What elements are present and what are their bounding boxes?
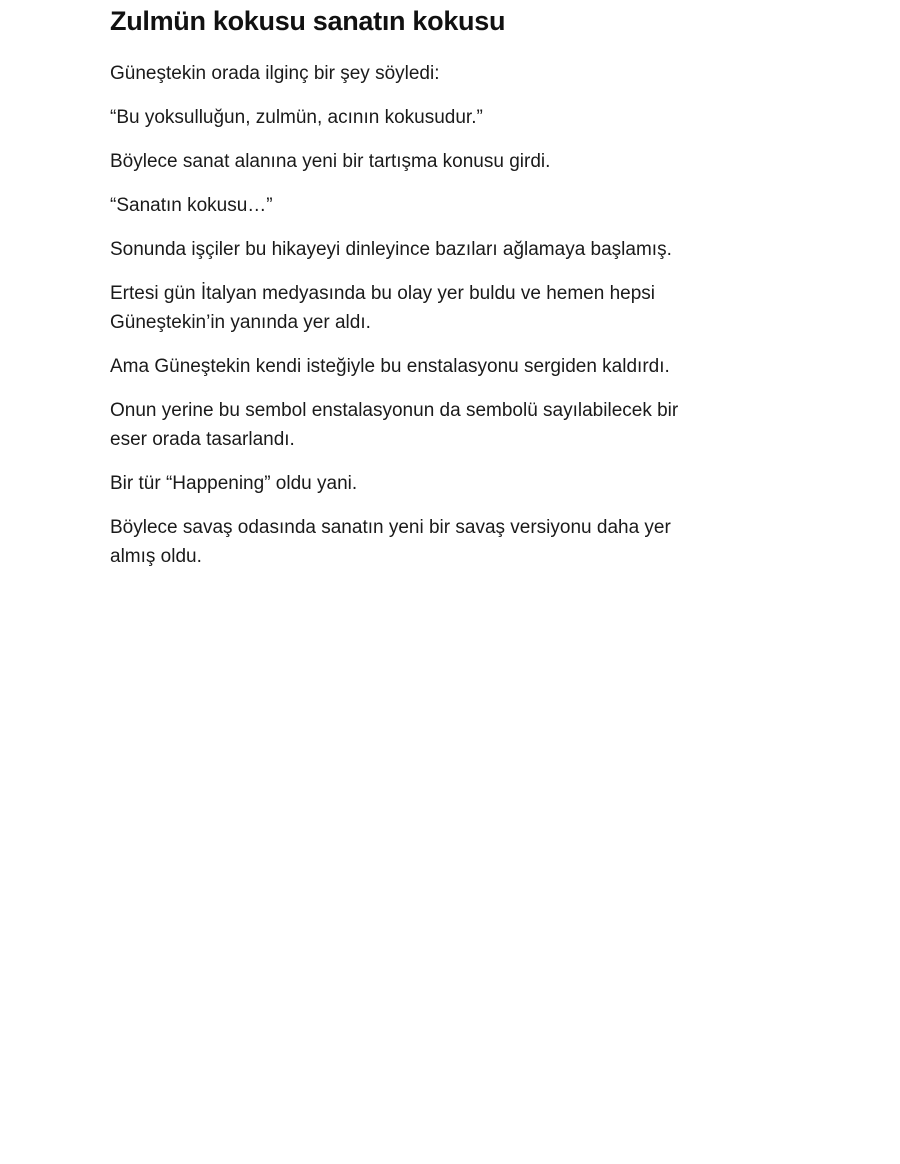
article-heading: Zulmün kokusu sanatın kokusu: [110, 6, 506, 36]
paragraph: Böylece sanat alanına yeni bir tartışma konusu girdi.: [110, 151, 551, 172]
paragraph: Böylece savaş odasında sanatın yeni bir savaş versiyonu daha yer almış oldu.: [110, 517, 671, 567]
paragraph: Bir tür “Happening” oldu yani.: [110, 473, 358, 494]
paragraph: Onun yerine bu sembol enstalasyonun da sembolü sayılabilecek bir eser orada tasarlandı.: [110, 400, 679, 450]
quote-paragraph: “Bu yoksulluğun, zulmün, acının kokusudur.”: [110, 107, 483, 128]
paragraph: Ertesi gün İtalyan medyasında bu olay yer buldu ve hemen hepsi Güneştekin’in yanında yer aldı.: [110, 283, 655, 333]
article-body: [110, 59, 710, 571]
paragraph: Ama Güneştekin kendi isteğiyle bu enstalasyonu sergiden kaldırdı.: [110, 356, 670, 377]
quote-paragraph: “Sanatın kokusu…”: [110, 195, 273, 216]
paragraph: Sonunda işçiler bu hikayeyi dinleyince bazıları ağlamaya başlamış.: [110, 239, 672, 260]
article: [110, 4, 710, 586]
paragraph: Güneştekin orada ilginç bir şey söyledi:: [110, 63, 440, 84]
